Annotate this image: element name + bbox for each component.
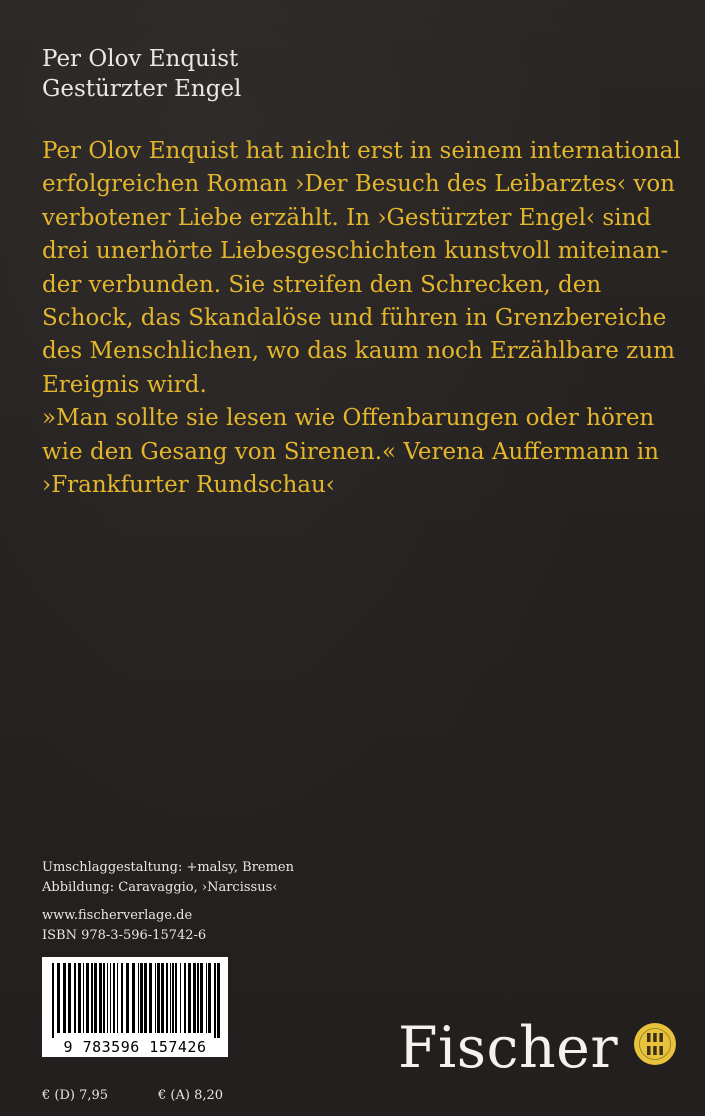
illustration-credit: Abbildung: Caravaggio, ›Narcissus‹ (42, 880, 278, 895)
barcode-bar (68, 963, 71, 1033)
barcode-bar (175, 963, 177, 1033)
book-title: Gestürzter Engel (42, 76, 242, 102)
quote-line: ›Frankfurter Rundschau‹ (42, 472, 335, 499)
barcode-bar (91, 963, 93, 1033)
barcode-bar (107, 963, 108, 1033)
book-heading (42, 44, 241, 104)
barcode-bar (78, 963, 81, 1033)
blurb-line: Per Olov Enquist hat nicht erst in seinem international (42, 138, 681, 164)
barcode-bar (99, 963, 102, 1033)
barcode-bar (149, 963, 152, 1033)
price-austria: € (A) 8,20 (158, 1088, 224, 1103)
barcode-bar (126, 963, 129, 1033)
barcode-bar (180, 963, 181, 1033)
barcode-bar (184, 963, 186, 1033)
barcode-bar (94, 963, 97, 1033)
barcode-bar (103, 963, 105, 1033)
blurb-line: Schock, das Skandalöse und führen in Grenzbereiche (42, 305, 667, 332)
barcode-bar (144, 963, 147, 1033)
barcode-bars (42, 957, 228, 1039)
publisher-name: Fischer (398, 1015, 619, 1081)
blurb-line: des Menschlichen, wo das kaum noch Erzählbare zum (42, 338, 675, 365)
barcode-bar (155, 963, 156, 1033)
price-germany: € (D) 7,95 (42, 1088, 109, 1103)
fischer-logo-icon (633, 1022, 677, 1066)
blurb-text (42, 135, 682, 502)
barcode-bar (217, 963, 220, 1039)
publisher-website: www.fischerverlage.de (42, 908, 193, 923)
barcode-bar (117, 963, 118, 1033)
barcode-bar (157, 963, 160, 1033)
barcode-bar (57, 963, 60, 1033)
barcode-bar (200, 963, 203, 1033)
barcode-bar (214, 963, 216, 1039)
quote-line: wie den Gesang von Sirenen.« Verena Auffermann in (42, 438, 659, 465)
author-name: Per Olov Enquist (42, 46, 239, 72)
credits-block (42, 858, 294, 946)
blurb-line: Ereignis wird. (42, 371, 207, 398)
blurb-line: der verbunden. Sie streifen den Schrecken, den (42, 271, 602, 298)
barcode-bar (197, 963, 199, 1033)
barcode-bar (110, 963, 111, 1033)
barcode-bar (83, 963, 84, 1033)
isbn-number: ISBN 978-3-596-15742-6 (42, 928, 207, 943)
barcode-bar (166, 963, 168, 1033)
blurb-line: verbotener Liebe erzählt. In ›Gestürzter Engel‹ sind (42, 204, 652, 231)
barcode-bar (208, 963, 211, 1033)
barcode-bar (132, 963, 135, 1033)
blurb-line: drei unerhörte Liebesgeschichten kunstvoll miteinan- (42, 238, 669, 265)
barcode-bar (138, 963, 139, 1033)
barcode (42, 957, 228, 1057)
quote-line: »Man sollte sie lesen wie Offenbarungen oder hören (42, 405, 655, 432)
barcode-bar (121, 963, 123, 1033)
barcode-bar (140, 963, 143, 1033)
barcode-bar (113, 963, 115, 1033)
barcode-bar (172, 963, 174, 1033)
barcode-bar (74, 963, 76, 1033)
cover-design-credit: Umschlaggestaltung: +malsy, Bremen (42, 860, 294, 875)
barcode-bar (52, 963, 54, 1039)
barcode-bar (63, 963, 66, 1033)
barcode-bar (170, 963, 171, 1033)
barcode-bar (206, 963, 207, 1033)
barcode-digits: 9 783596 157426 (42, 1038, 228, 1056)
barcode-bar (193, 963, 196, 1033)
blurb-line: erfolgreichen Roman ›Der Besuch des Leibarztes‹ von (42, 171, 675, 198)
barcode-bar (161, 963, 164, 1033)
barcode-bar (188, 963, 191, 1033)
barcode-bar (86, 963, 89, 1033)
